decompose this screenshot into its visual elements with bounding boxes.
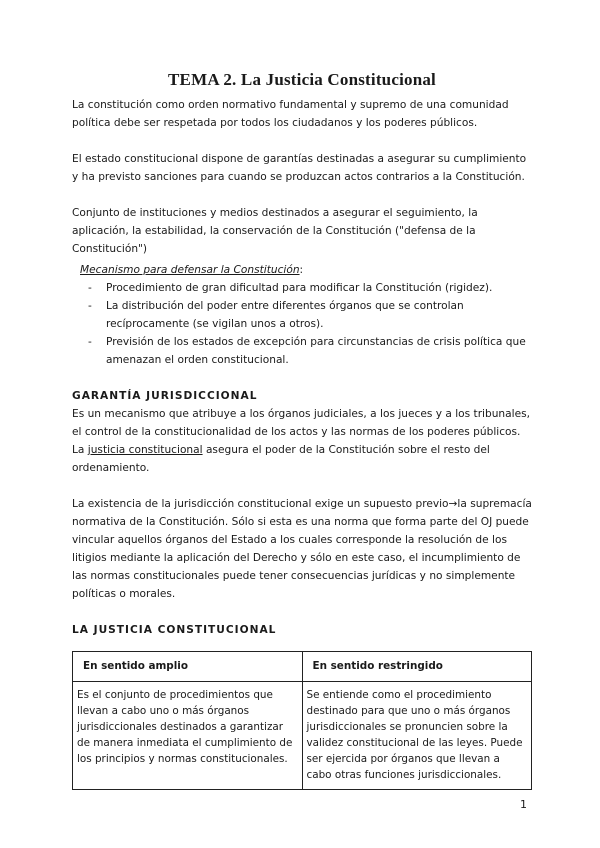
garantia-line2-post: asegura el poder de la Constitución sobre el resto del ordenamiento. xyxy=(72,444,490,474)
garantia-line2 xyxy=(72,441,532,477)
list-item: - Previsión de los estados de excepción para circunstancias de crisis política que amenazan el orden constitucional. xyxy=(72,333,532,369)
table-cell-restringido: Se entiende como el procedimiento destinado para que uno o más órganos jurisdiccionales se pronuncien sobre la validez constitucional de las leyes. Puede ser ejercida por órganos que llevan a cabo otras funciones jurisdiccionales. xyxy=(302,682,532,790)
defense-definition-paragraph: Conjunto de instituciones y medios destinados a asegurar el seguimiento, la aplicación, la estabilidad, la conservación de la Constitución ("defensa de la Constitución") xyxy=(72,207,478,255)
list-item: - Procedimiento de gran dificultad para modificar la Constitución (rigidez). xyxy=(72,279,532,297)
justicia-heading: LA JUSTICIA CONSTITUCIONAL xyxy=(72,624,277,636)
justicia-constitucional-underlined: justicia constitucional xyxy=(87,444,203,456)
garantia-heading: GARANTÍA JURISDICCIONAL xyxy=(72,390,258,402)
mechanism-subheading xyxy=(72,258,532,279)
comparison-table xyxy=(72,651,532,790)
garantia-line2-pre: La xyxy=(72,444,88,456)
table-cell-amplio: Es el conjunto de procedimientos que llevan a cabo uno o más órganos jurisdiccionales destinados a garantizar de manera inmediata el cumplimiento de los principios y normas constitucionales. xyxy=(73,682,303,790)
mechanism-heading-text: Mecanismo para defensar la Constitución xyxy=(80,264,300,276)
table-header-row xyxy=(73,652,532,682)
mechanism-list xyxy=(72,279,532,369)
garantia-paragraph: Es un mecanismo que atribuye a los órganos judiciales, a los jueces y a los tribunales, el control de la constitucionalidad de los actos y las normas de los poderes públicos. xyxy=(72,408,530,438)
table-header-restringido: En sentido restringido xyxy=(302,652,532,682)
page-title: TEMA 2. La Justicia Constitucional xyxy=(168,70,436,89)
intro-paragraph: La constitución como orden normativo fundamental y supremo de una comunidad política debe ser respetada por todos los ciudadanos y los poderes públicos. xyxy=(72,99,509,129)
supremacy-paragraph: La existencia de la jurisdicción constitucional exige un supuesto previo→la supremacía normativa de la Constitución. Sólo si esta es una norma que forma parte del OJ puede vincular aquellos órganos del Estado a los cuales corresponde la resolución de los litigios mediante la aplicación del Derecho y sólo en este caso, el incumplimiento de las normas constitucionales puede tener consecuencias jurídicas y no simplemente políticas o morales. xyxy=(72,498,532,600)
table-row xyxy=(73,682,532,790)
guarantees-paragraph: El estado constitucional dispone de garantías destinadas a asegurar su cumplimiento y ha previsto sanciones para cuando se produzcan actos contrarios a la Constitución. xyxy=(72,153,527,183)
list-item: - La distribución del poder entre diferentes órganos que se controlan recíprocamente (se vigilan unos a otros). xyxy=(72,297,532,333)
document-page xyxy=(72,70,532,790)
page-number: 1 xyxy=(520,798,527,811)
mechanism-heading-colon: : xyxy=(299,264,304,276)
table-header-amplio: En sentido amplio xyxy=(73,652,303,682)
